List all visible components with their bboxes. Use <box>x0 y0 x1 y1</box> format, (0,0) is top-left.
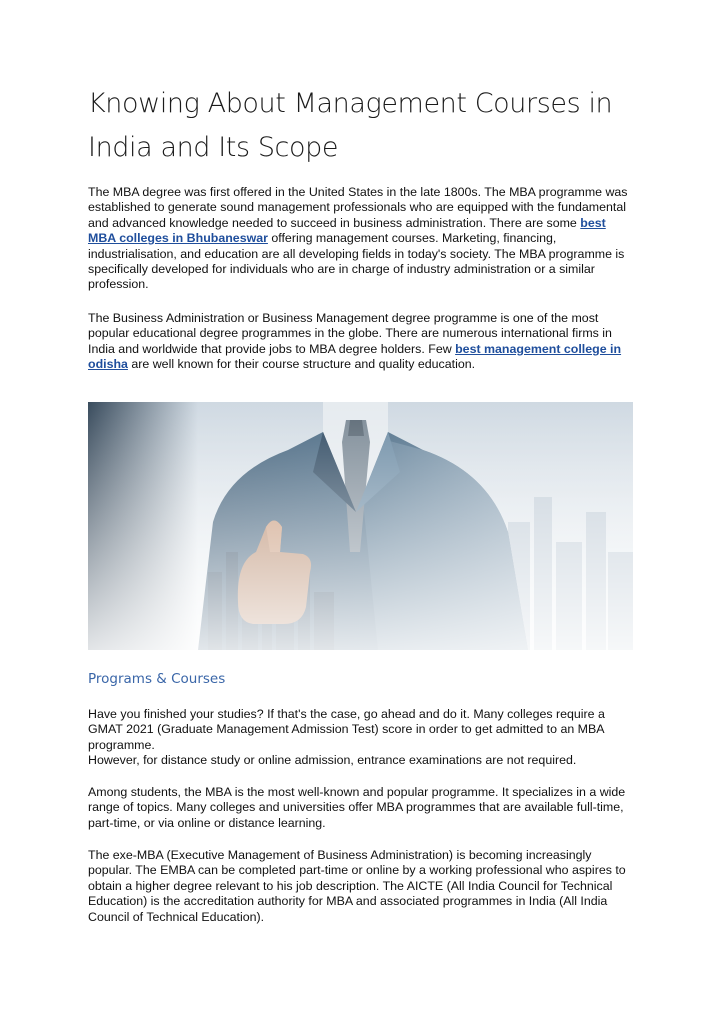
intro-p2-text-after: are well known for their course structure and quality education. <box>127 357 476 372</box>
intro-paragraph-1 <box>88 185 633 293</box>
intro-p1-text-before: The MBA degree was first offered in the United States in the late 1800s. The MBA programme was established to generate sound management professionals who are equipped with the fundamental and advanced knowledge needed to succeed in business administration. There are some <box>88 185 628 230</box>
programs-paragraph-1 <box>88 707 633 769</box>
intro-p1-text-after: offering management courses. Marketing, financing, industrialisation, and education are all developing fields in today's society. The MBA programme is specifically developed for individuals who are in charge of industry administration or a similar profession. <box>88 231 625 292</box>
link-best-mba-colleges-bhubaneswar[interactable]: best MBA colleges in Bhubaneswar <box>88 215 606 246</box>
intro-paragraph-2 <box>88 311 633 373</box>
programs-paragraph-2: Among students, the MBA is the most well-known and popular programme. It specializes in a wide range of topics. Many colleges and universities offer MBA programmes that are available full-time, part-time, or via online or distance learning. <box>88 785 626 830</box>
page-title: Knowing About Management Courses in India and Its Scope <box>88 88 613 163</box>
link-best-management-college-odisha[interactable]: best management college in odisha <box>88 341 622 372</box>
intro-p2-text-before: The Business Administration or Business Management degree programme is one of the most popular educational degree programmes in the globe. There are numerous international firms in India and worldwide that provide jobs to MBA degree holders. Few <box>88 311 612 356</box>
programs-paragraph-3: The exe-MBA (Executive Management of Business Administration) is becoming increasingly popular. The EMBA can be completed part-time or online by a working professional who aspires to obtain a higher degree relevant to his job description. The AICTE (All India Council for Technical Education) is the accreditation authority for MBA and associated programmes in India (All India Council of Technical Education). <box>88 848 626 924</box>
section-heading-programs-courses: Programs & Courses <box>88 671 226 687</box>
programs-p1-line-2: However, for distance study or online admission, entrance examinations are not required. <box>88 753 577 768</box>
programs-p1-line-1: Have you finished your studies? If that's the case, go ahead and do it. Many colleges require a GMAT 2021 (Graduate Management Admission Test) score in order to get admitted to an MBA programme. <box>88 707 605 752</box>
hero-image-businessman-city <box>88 402 633 650</box>
